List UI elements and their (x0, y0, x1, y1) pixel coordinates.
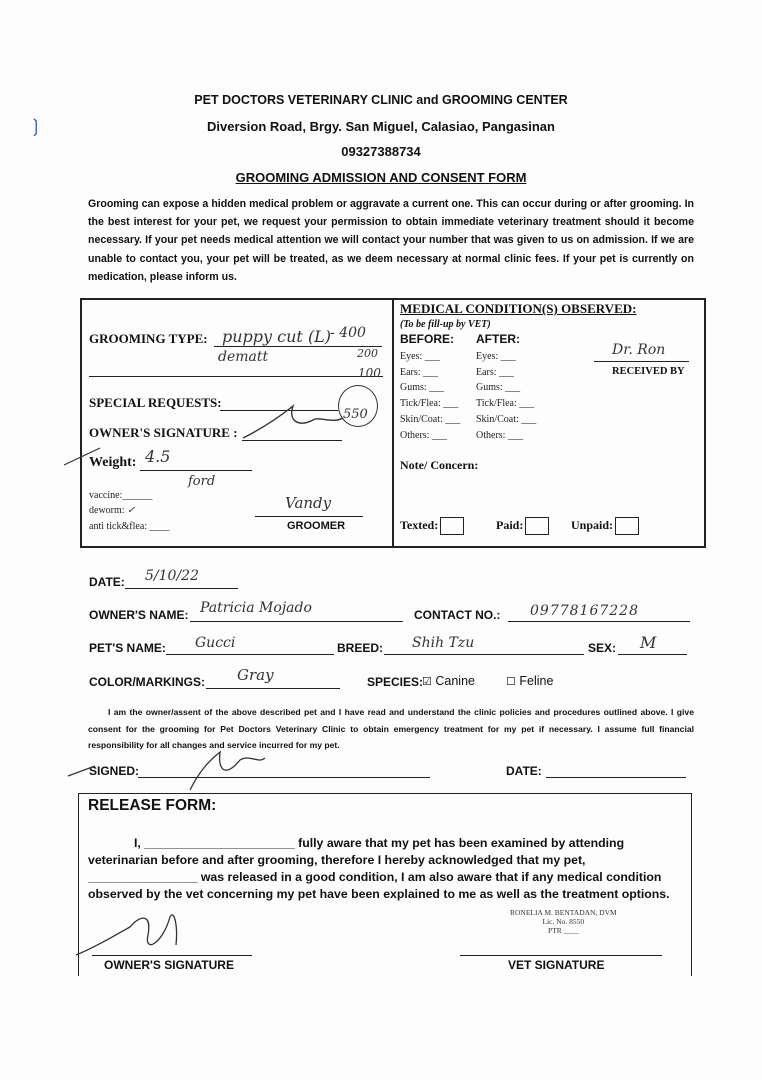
contact-line (508, 621, 690, 622)
weight-value[interactable]: 4.5 (145, 447, 171, 466)
grooming-type-line-2 (89, 376, 383, 377)
received-by-line (594, 361, 689, 362)
before-label: BEFORE: (400, 332, 454, 346)
box-divider (392, 298, 394, 548)
special-requests-label: SPECIAL REQUESTS: (89, 395, 222, 410)
clinic-phone: 09327388734 (341, 144, 421, 159)
pet-name-value[interactable]: Gucci (195, 635, 236, 651)
deworm-label: deworm: ✓ (89, 505, 136, 516)
pet-name-label: PET'S NAME: (89, 641, 166, 655)
consent-paragraph: I am the owner/assent of the above described pet and I have read and understand the clinic policies and procedures outlined above. I give consent for the grooming for Pet Doctors Veterinary Clinic to obtain emergency treatment for my pet if necessary. I assume full financial responsibility for all changes and service incurred for my pet. (88, 707, 694, 750)
margin-mark (60, 430, 110, 470)
before-item[interactable]: Gums: ___ (400, 382, 445, 394)
before-item[interactable]: Tick/Flea: ___ (400, 398, 459, 410)
after-item[interactable]: Tick/Flea: ___ (476, 398, 535, 410)
clinic-name: PET DOCTORS VETERINARY CLINIC and GROOMING CENTER (194, 93, 568, 107)
vaccine-label: vaccine:______ (89, 490, 153, 501)
release-line-3: ________________ was released in a good condition, I am also aware that if any medical condition (88, 870, 662, 884)
owner-name-line (190, 621, 403, 622)
signed-date-line[interactable] (546, 777, 686, 778)
after-item[interactable]: Skin/Coat: ___ (476, 413, 537, 425)
sex-label: SEX: (588, 641, 617, 655)
sex-line (618, 654, 687, 655)
release-line-1: I, ______________________ fully aware that my pet has been examined by attending (134, 836, 625, 850)
weight-label: Weight: (89, 455, 137, 470)
date-label: DATE: (89, 575, 125, 589)
color-line (206, 688, 340, 689)
extra-price: 200 (357, 347, 378, 360)
deworm-check[interactable]: ✓ (127, 505, 136, 516)
species-label: SPECIES: (367, 675, 424, 689)
color-value[interactable]: Gray (237, 666, 274, 684)
breed-label: BREED: (337, 641, 384, 655)
contact-value[interactable]: 09778167228 (530, 603, 639, 619)
owner-signature-label: OWNER'S SIGNATURE : (89, 425, 238, 440)
note-label: Note/ Concern: (400, 458, 479, 472)
intro-paragraph: Grooming can expose a hidden medical problem or aggravate a current one. This can occur during or after grooming. In the best interest for your pet, we request your permission to obtain immediate veterinary treatment should it become necessary. If your pet needs medical attention we will contact your number that was given to us on admission. If we are unable to contact you, your pet will be treated, as we deem necessary at normal clinic fees. If your pet is currently on medication, please inform us. (88, 198, 694, 283)
contact-label: CONTACT NO.: (414, 608, 501, 622)
after-label: AFTER: (476, 332, 520, 346)
texted-checkbox[interactable] (440, 517, 464, 535)
antitick-label: anti tick&flea: ____ (89, 521, 170, 532)
sex-value[interactable]: M (640, 633, 657, 652)
extra-price-2: 100 (358, 366, 381, 380)
pet-name-line (166, 654, 334, 655)
clinic-address: Diversion Road, Brgy. San Miguel, Calasiao, Pangasinan (207, 119, 555, 134)
date-line (125, 588, 238, 589)
release-owner-scribble (70, 905, 220, 965)
release-title: RELEASE FORM: (88, 797, 217, 814)
breed-line (384, 654, 584, 655)
after-item[interactable]: Others: ___ (476, 429, 523, 441)
total-amount: 550 (343, 407, 368, 422)
after-item[interactable]: Ears: ___ (476, 366, 515, 378)
paid-field[interactable]: Paid: (496, 517, 549, 535)
species-canine-option[interactable]: ☑ Canine (422, 674, 475, 688)
grooming-type-price: - 400 (330, 325, 366, 341)
release-line-4: observed by the vet concerning my pet have been explained to me as well as the treatment options. (88, 887, 670, 901)
release-owner-sig-label: OWNER'S SIGNATURE (104, 958, 234, 972)
date-value[interactable]: 5/10/22 (145, 568, 199, 584)
medical-title: MEDICAL CONDITION(S) OBSERVED: (400, 301, 637, 316)
release-line-2: veterinarian before and after grooming, therefore I hereby acknowledged that my pet, (88, 853, 586, 867)
groomer-name: Vandy (285, 494, 332, 512)
breed-value[interactable]: Shih Tzu (412, 635, 475, 651)
owner-signature-scribble (238, 398, 348, 448)
release-vet-sig-label: VET SIGNATURE (508, 958, 605, 972)
signed-scribble (60, 740, 290, 800)
after-item[interactable]: Gums: ___ (476, 382, 521, 394)
medical-subtitle: (To be fill-up by VET) (400, 319, 491, 330)
grooming-type-value[interactable]: puppy cut (L) (222, 327, 332, 346)
after-item[interactable]: Eyes: ___ (476, 351, 516, 362)
groomer-label: GROOMER (287, 520, 346, 532)
received-by-value: Dr. Ron (612, 342, 666, 358)
after-list (476, 349, 536, 443)
texted-field[interactable]: Texted: (400, 517, 464, 535)
before-item[interactable]: Skin/Coat: ___ (400, 413, 461, 425)
unpaid-field[interactable]: Unpaid: (571, 517, 639, 535)
before-item[interactable]: Others: ___ (400, 429, 447, 441)
unpaid-checkbox[interactable] (615, 517, 639, 535)
grooming-type-label: GROOMING TYPE: (89, 331, 208, 346)
signed-label: SIGNED: (89, 764, 140, 778)
vet-stamp: RONELIA M. BENTADAN, DVM Lic. No. 8550 PTR ____ (510, 908, 617, 935)
before-list (400, 349, 460, 443)
paid-checkbox[interactable] (525, 517, 549, 535)
release-owner-sig-line[interactable] (92, 955, 252, 956)
before-item[interactable]: Eyes: ___ (400, 351, 440, 362)
owner-name-value[interactable]: Patricia Mojado (200, 600, 312, 616)
extra-item: dematt (218, 349, 269, 365)
pen-mark: ❳ (28, 116, 44, 136)
signed-date-label: DATE: (506, 764, 542, 778)
release-vet-sig-line[interactable] (460, 955, 662, 956)
color-label: COLOR/MARKINGS: (89, 675, 205, 689)
received-by-label: RECEIVED BY (612, 366, 685, 377)
species-feline-option[interactable]: ☐ Feline (506, 674, 554, 688)
owner-name-label: OWNER'S NAME: (89, 608, 189, 622)
groomer-line (255, 516, 363, 517)
form-title: GROOMING ADMISSION AND CONSENT FORM (235, 170, 527, 185)
before-item[interactable]: Ears: ___ (400, 366, 439, 378)
weight-note: ford (188, 474, 216, 489)
weight-line (140, 470, 252, 471)
